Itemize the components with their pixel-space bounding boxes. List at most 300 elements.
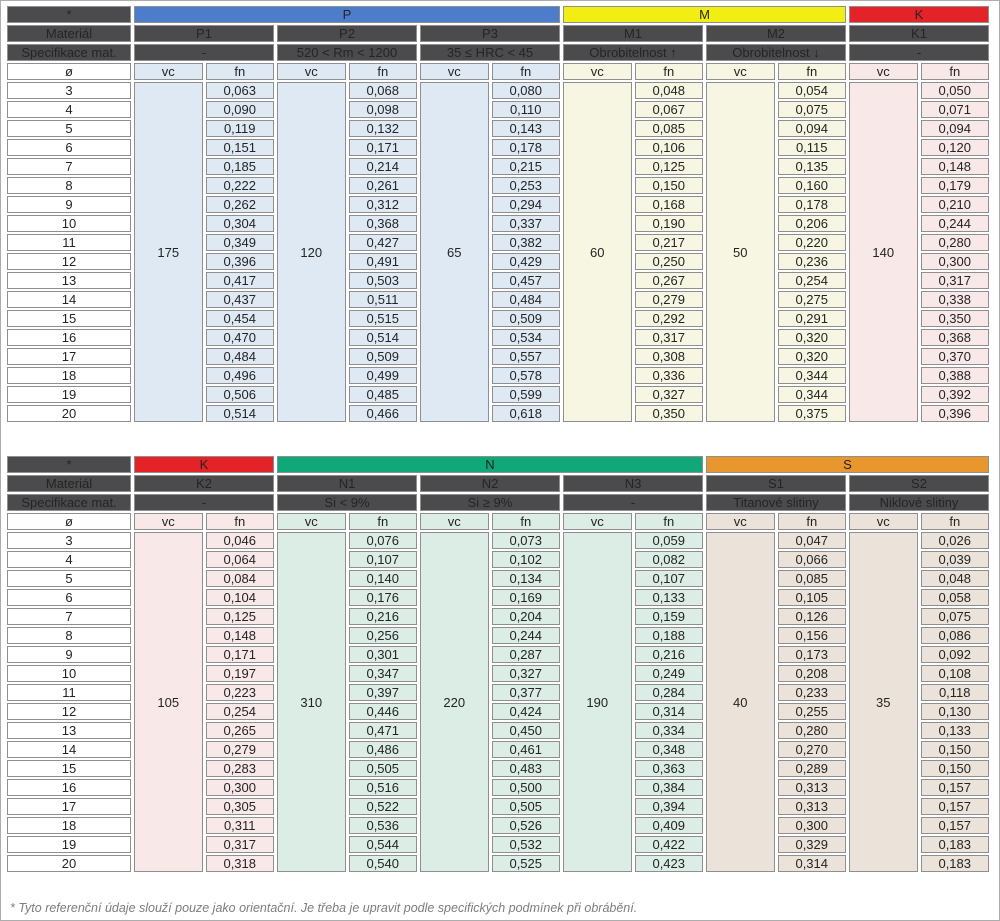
vc-value-cell-S1: 40	[706, 532, 775, 872]
spec-cell-K1: -	[849, 44, 989, 61]
spec-cell-S2: Niklové slitiny	[849, 494, 989, 511]
diameter-cell: 4	[7, 551, 131, 568]
fn-value-cell-S2: 0,092	[921, 646, 990, 663]
diameter-cell: 4	[7, 101, 131, 118]
fn-header-cell-P2: fn	[349, 63, 418, 80]
fn-value-cell-N1: 0,176	[349, 589, 418, 606]
fn-value-cell-P1: 0,063	[206, 82, 275, 99]
fn-value-cell-S2: 0,075	[921, 608, 990, 625]
fn-value-cell-S2: 0,183	[921, 836, 990, 853]
fn-header-cell-N3: fn	[635, 513, 704, 530]
group-header-K: K	[849, 6, 989, 23]
fn-value-cell-P1: 0,484	[206, 348, 275, 365]
fn-value-cell-P3: 0,578	[492, 367, 561, 384]
fn-value-cell-P1: 0,090	[206, 101, 275, 118]
material-cell-K2: K2	[134, 475, 274, 492]
fn-value-cell-M1: 0,279	[635, 291, 704, 308]
fn-value-cell-K1: 0,094	[921, 120, 990, 137]
fn-value-cell-N2: 0,500	[492, 779, 561, 796]
fn-value-cell-N2: 0,102	[492, 551, 561, 568]
fn-value-cell-K1: 0,370	[921, 348, 990, 365]
fn-value-cell-K2: 0,046	[206, 532, 275, 549]
fn-value-cell-S2: 0,150	[921, 760, 990, 777]
fn-value-cell-M1: 0,048	[635, 82, 704, 99]
fn-value-cell-N1: 0,486	[349, 741, 418, 758]
fn-value-cell-K2: 0,305	[206, 798, 275, 815]
fn-value-cell-N1: 0,544	[349, 836, 418, 853]
diameter-cell: 12	[7, 703, 131, 720]
fn-value-cell-S1: 0,255	[778, 703, 847, 720]
spec-cell-K2: -	[134, 494, 274, 511]
fn-value-cell-N3: 0,159	[635, 608, 704, 625]
fn-value-cell-S2: 0,157	[921, 779, 990, 796]
fn-value-cell-N3: 0,216	[635, 646, 704, 663]
fn-value-cell-K2: 0,317	[206, 836, 275, 853]
fn-value-cell-P3: 0,557	[492, 348, 561, 365]
diameter-cell: 5	[7, 570, 131, 587]
footnote-marker-cell: *	[7, 456, 131, 473]
vc-value-cell-P1: 175	[134, 82, 203, 422]
fn-value-cell-M2: 0,275	[778, 291, 847, 308]
fn-value-cell-S2: 0,183	[921, 855, 990, 872]
fn-value-cell-N3: 0,384	[635, 779, 704, 796]
fn-value-cell-K1: 0,280	[921, 234, 990, 251]
vc-header-cell-K1: vc	[849, 63, 918, 80]
diameter-cell: 17	[7, 348, 131, 365]
vc-header-cell-N3: vc	[563, 513, 632, 530]
fn-value-cell-P3: 0,429	[492, 253, 561, 270]
fn-value-cell-S1: 0,329	[778, 836, 847, 853]
fn-value-cell-K1: 0,148	[921, 158, 990, 175]
fn-value-cell-K2: 0,283	[206, 760, 275, 777]
spec-row-label: Specifikace mat.	[7, 44, 131, 61]
fn-value-cell-K1: 0,210	[921, 196, 990, 213]
fn-value-cell-M1: 0,085	[635, 120, 704, 137]
vc-value-cell-S2: 35	[849, 532, 918, 872]
fn-value-cell-P2: 0,511	[349, 291, 418, 308]
fn-value-cell-P2: 0,485	[349, 386, 418, 403]
fn-value-cell-S1: 0,313	[778, 779, 847, 796]
diameter-cell: 15	[7, 310, 131, 327]
fn-value-cell-S1: 0,126	[778, 608, 847, 625]
lower-table	[4, 454, 992, 874]
fn-value-cell-P2: 0,515	[349, 310, 418, 327]
vc-header-cell-S2: vc	[849, 513, 918, 530]
spec-cell-N2: Si ≥ 9%	[420, 494, 560, 511]
upper-table	[4, 4, 992, 424]
fn-value-cell-P2: 0,514	[349, 329, 418, 346]
fn-value-cell-M2: 0,320	[778, 329, 847, 346]
fn-value-cell-S2: 0,133	[921, 722, 990, 739]
fn-value-cell-N3: 0,059	[635, 532, 704, 549]
vc-header-cell-N2: vc	[420, 513, 489, 530]
fn-value-cell-K1: 0,317	[921, 272, 990, 289]
fn-value-cell-P2: 0,427	[349, 234, 418, 251]
fn-value-cell-S1: 0,066	[778, 551, 847, 568]
fn-value-cell-N1: 0,256	[349, 627, 418, 644]
diameter-cell: 20	[7, 405, 131, 422]
material-cell-S2: S2	[849, 475, 989, 492]
fn-value-cell-K1: 0,120	[921, 139, 990, 156]
fn-value-cell-S2: 0,058	[921, 589, 990, 606]
material-cell-N2: N2	[420, 475, 560, 492]
fn-value-cell-P3: 0,534	[492, 329, 561, 346]
fn-value-cell-S1: 0,300	[778, 817, 847, 834]
fn-value-cell-P1: 0,119	[206, 120, 275, 137]
fn-value-cell-N2: 0,532	[492, 836, 561, 853]
fn-value-cell-M1: 0,308	[635, 348, 704, 365]
fn-value-cell-N2: 0,461	[492, 741, 561, 758]
material-cell-N1: N1	[277, 475, 417, 492]
fn-value-cell-S1: 0,208	[778, 665, 847, 682]
fn-value-cell-N1: 0,505	[349, 760, 418, 777]
fn-value-cell-N1: 0,446	[349, 703, 418, 720]
group-header-P: P	[134, 6, 560, 23]
diameter-cell: 15	[7, 760, 131, 777]
diameter-cell: 19	[7, 386, 131, 403]
fn-value-cell-P1: 0,437	[206, 291, 275, 308]
fn-value-cell-N3: 0,314	[635, 703, 704, 720]
vc-header-cell-M1: vc	[563, 63, 632, 80]
fn-value-cell-M2: 0,094	[778, 120, 847, 137]
fn-value-cell-S2: 0,118	[921, 684, 990, 701]
fn-value-cell-N3: 0,188	[635, 627, 704, 644]
fn-value-cell-M1: 0,250	[635, 253, 704, 270]
fn-value-cell-P2: 0,068	[349, 82, 418, 99]
fn-value-cell-M1: 0,150	[635, 177, 704, 194]
fn-value-cell-M2: 0,291	[778, 310, 847, 327]
fn-value-cell-M1: 0,317	[635, 329, 704, 346]
fn-value-cell-K2: 0,311	[206, 817, 275, 834]
fn-value-cell-K1: 0,350	[921, 310, 990, 327]
fn-value-cell-K2: 0,318	[206, 855, 275, 872]
fn-value-cell-M1: 0,336	[635, 367, 704, 384]
fn-value-cell-N3: 0,348	[635, 741, 704, 758]
spec-cell-M2: Obrobitelnost ↓	[706, 44, 846, 61]
cutting-data-table-lower	[4, 454, 996, 874]
fn-value-cell-P1: 0,396	[206, 253, 275, 270]
fn-value-cell-N2: 0,287	[492, 646, 561, 663]
diameter-cell: 6	[7, 139, 131, 156]
fn-value-cell-M2: 0,075	[778, 101, 847, 118]
fn-value-cell-M2: 0,206	[778, 215, 847, 232]
material-row-label: Materiál	[7, 25, 131, 42]
fn-value-cell-N2: 0,450	[492, 722, 561, 739]
spec-cell-P2: 520 < Rm < 1200	[277, 44, 417, 61]
fn-value-cell-S2: 0,150	[921, 741, 990, 758]
fn-header-cell-M1: fn	[635, 63, 704, 80]
material-cell-N3: N3	[563, 475, 703, 492]
fn-value-cell-P3: 0,143	[492, 120, 561, 137]
fn-value-cell-K2: 0,125	[206, 608, 275, 625]
fn-value-cell-P1: 0,514	[206, 405, 275, 422]
fn-value-cell-K2: 0,223	[206, 684, 275, 701]
diameter-cell: 8	[7, 627, 131, 644]
fn-header-cell-S1: fn	[778, 513, 847, 530]
fn-value-cell-M2: 0,135	[778, 158, 847, 175]
vc-header-cell-N1: vc	[277, 513, 346, 530]
footnote-text: * Tyto referenční údaje slouží pouze jako orientační. Je třeba je upravit podle specifických podmínek při obrábění.	[10, 901, 638, 915]
fn-value-cell-P2: 0,503	[349, 272, 418, 289]
fn-value-cell-P1: 0,151	[206, 139, 275, 156]
fn-value-cell-K2: 0,084	[206, 570, 275, 587]
fn-value-cell-P2: 0,171	[349, 139, 418, 156]
fn-header-cell-N2: fn	[492, 513, 561, 530]
fn-value-cell-S1: 0,047	[778, 532, 847, 549]
fn-value-cell-K2: 0,171	[206, 646, 275, 663]
fn-value-cell-N3: 0,082	[635, 551, 704, 568]
fn-value-cell-M2: 0,220	[778, 234, 847, 251]
fn-value-cell-N2: 0,073	[492, 532, 561, 549]
vc-value-cell-P2: 120	[277, 82, 346, 422]
fn-value-cell-K2: 0,104	[206, 589, 275, 606]
fn-value-cell-M1: 0,106	[635, 139, 704, 156]
fn-value-cell-N2: 0,377	[492, 684, 561, 701]
group-header-M: M	[563, 6, 846, 23]
diameter-cell: 17	[7, 798, 131, 815]
fn-value-cell-N3: 0,422	[635, 836, 704, 853]
fn-value-cell-N1: 0,397	[349, 684, 418, 701]
fn-value-cell-S2: 0,108	[921, 665, 990, 682]
fn-value-cell-K2: 0,300	[206, 779, 275, 796]
diameter-cell: 12	[7, 253, 131, 270]
fn-value-cell-P3: 0,253	[492, 177, 561, 194]
fn-value-cell-P2: 0,312	[349, 196, 418, 213]
fn-value-cell-S1: 0,289	[778, 760, 847, 777]
vc-value-cell-M1: 60	[563, 82, 632, 422]
fn-value-cell-N2: 0,244	[492, 627, 561, 644]
fn-value-cell-N3: 0,249	[635, 665, 704, 682]
diameter-cell: 13	[7, 272, 131, 289]
fn-value-cell-N1: 0,516	[349, 779, 418, 796]
diameter-cell: 11	[7, 234, 131, 251]
fn-value-cell-N1: 0,471	[349, 722, 418, 739]
fn-value-cell-S1: 0,280	[778, 722, 847, 739]
diameter-cell: 11	[7, 684, 131, 701]
fn-value-cell-N3: 0,394	[635, 798, 704, 815]
fn-value-cell-S2: 0,157	[921, 817, 990, 834]
fn-value-cell-N2: 0,169	[492, 589, 561, 606]
fn-value-cell-K2: 0,064	[206, 551, 275, 568]
fn-value-cell-P3: 0,599	[492, 386, 561, 403]
fn-value-cell-M2: 0,254	[778, 272, 847, 289]
fn-value-cell-K1: 0,368	[921, 329, 990, 346]
fn-value-cell-N2: 0,134	[492, 570, 561, 587]
diameter-cell: 20	[7, 855, 131, 872]
fn-value-cell-N3: 0,409	[635, 817, 704, 834]
fn-value-cell-M2: 0,115	[778, 139, 847, 156]
fn-value-cell-N3: 0,334	[635, 722, 704, 739]
material-row-label: Materiál	[7, 475, 131, 492]
fn-value-cell-S1: 0,156	[778, 627, 847, 644]
vc-header-cell-K2: vc	[134, 513, 203, 530]
fn-value-cell-P1: 0,506	[206, 386, 275, 403]
fn-value-cell-P1: 0,454	[206, 310, 275, 327]
fn-value-cell-P2: 0,132	[349, 120, 418, 137]
diameter-cell: 9	[7, 646, 131, 663]
fn-value-cell-S1: 0,314	[778, 855, 847, 872]
fn-value-cell-N3: 0,284	[635, 684, 704, 701]
fn-value-cell-S2: 0,026	[921, 532, 990, 549]
fn-value-cell-M1: 0,125	[635, 158, 704, 175]
fn-value-cell-K2: 0,254	[206, 703, 275, 720]
fn-value-cell-S2: 0,039	[921, 551, 990, 568]
diameter-cell: 7	[7, 608, 131, 625]
vc-value-cell-M2: 50	[706, 82, 775, 422]
fn-value-cell-K1: 0,179	[921, 177, 990, 194]
fn-value-cell-M1: 0,168	[635, 196, 704, 213]
fn-value-cell-N1: 0,107	[349, 551, 418, 568]
fn-value-cell-S2: 0,048	[921, 570, 990, 587]
fn-value-cell-S1: 0,105	[778, 589, 847, 606]
fn-value-cell-P3: 0,294	[492, 196, 561, 213]
fn-value-cell-K2: 0,279	[206, 741, 275, 758]
fn-value-cell-P3: 0,215	[492, 158, 561, 175]
fn-value-cell-K2: 0,197	[206, 665, 275, 682]
spec-cell-S1: Titanové slitiny	[706, 494, 846, 511]
group-header-K: K	[134, 456, 274, 473]
diameter-cell: 16	[7, 329, 131, 346]
fn-value-cell-P2: 0,214	[349, 158, 418, 175]
fn-header-cell-P1: fn	[206, 63, 275, 80]
fn-value-cell-M2: 0,160	[778, 177, 847, 194]
vc-header-cell-S1: vc	[706, 513, 775, 530]
fn-value-cell-M2: 0,236	[778, 253, 847, 270]
fn-value-cell-P2: 0,491	[349, 253, 418, 270]
fn-value-cell-P3: 0,178	[492, 139, 561, 156]
fn-value-cell-N1: 0,076	[349, 532, 418, 549]
diameter-cell: 18	[7, 367, 131, 384]
fn-value-cell-M1: 0,350	[635, 405, 704, 422]
diameter-cell: 16	[7, 779, 131, 796]
fn-value-cell-P1: 0,185	[206, 158, 275, 175]
fn-value-cell-S1: 0,233	[778, 684, 847, 701]
spec-row-label: Specifikace mat.	[7, 494, 131, 511]
fn-header-cell-S2: fn	[921, 513, 990, 530]
spec-cell-M1: Obrobitelnost ↑	[563, 44, 703, 61]
fn-value-cell-K1: 0,396	[921, 405, 990, 422]
fn-value-cell-P2: 0,466	[349, 405, 418, 422]
fn-value-cell-M1: 0,327	[635, 386, 704, 403]
material-cell-S1: S1	[706, 475, 846, 492]
fn-value-cell-N3: 0,423	[635, 855, 704, 872]
fn-value-cell-K1: 0,300	[921, 253, 990, 270]
diameter-cell: 9	[7, 196, 131, 213]
fn-value-cell-P3: 0,382	[492, 234, 561, 251]
fn-value-cell-N3: 0,363	[635, 760, 704, 777]
fn-value-cell-P3: 0,110	[492, 101, 561, 118]
vc-header-cell-P2: vc	[277, 63, 346, 80]
material-cell-P3: P3	[420, 25, 560, 42]
diameter-header-cell: ø	[7, 513, 131, 530]
group-header-N: N	[277, 456, 703, 473]
fn-value-cell-P1: 0,349	[206, 234, 275, 251]
diameter-cell: 13	[7, 722, 131, 739]
fn-value-cell-S2: 0,086	[921, 627, 990, 644]
fn-value-cell-S1: 0,085	[778, 570, 847, 587]
diameter-cell: 7	[7, 158, 131, 175]
fn-value-cell-P1: 0,417	[206, 272, 275, 289]
cutting-data-table-upper	[4, 4, 996, 424]
diameter-cell: 14	[7, 291, 131, 308]
spec-cell-P3: 35 ≤ HRC < 45	[420, 44, 560, 61]
fn-header-cell-M2: fn	[778, 63, 847, 80]
fn-value-cell-N1: 0,522	[349, 798, 418, 815]
material-cell-K1: K1	[849, 25, 989, 42]
fn-value-cell-S1: 0,313	[778, 798, 847, 815]
fn-value-cell-K2: 0,265	[206, 722, 275, 739]
fn-value-cell-N2: 0,204	[492, 608, 561, 625]
fn-value-cell-P2: 0,499	[349, 367, 418, 384]
fn-value-cell-N2: 0,526	[492, 817, 561, 834]
spec-cell-N1: Si < 9%	[277, 494, 417, 511]
diameter-cell: 10	[7, 665, 131, 682]
diameter-cell: 8	[7, 177, 131, 194]
fn-value-cell-P3: 0,457	[492, 272, 561, 289]
fn-value-cell-P1: 0,496	[206, 367, 275, 384]
fn-value-cell-M2: 0,375	[778, 405, 847, 422]
fn-value-cell-P3: 0,484	[492, 291, 561, 308]
vc-header-cell-M2: vc	[706, 63, 775, 80]
diameter-cell: 18	[7, 817, 131, 834]
fn-value-cell-N1: 0,216	[349, 608, 418, 625]
fn-value-cell-N3: 0,107	[635, 570, 704, 587]
fn-value-cell-M1: 0,267	[635, 272, 704, 289]
diameter-cell: 14	[7, 741, 131, 758]
vc-value-cell-K2: 105	[134, 532, 203, 872]
vc-value-cell-P3: 65	[420, 82, 489, 422]
fn-value-cell-M1: 0,190	[635, 215, 704, 232]
fn-value-cell-P3: 0,509	[492, 310, 561, 327]
fn-header-cell-P3: fn	[492, 63, 561, 80]
fn-header-cell-K1: fn	[921, 63, 990, 80]
fn-value-cell-N2: 0,505	[492, 798, 561, 815]
fn-value-cell-M1: 0,217	[635, 234, 704, 251]
fn-value-cell-P3: 0,080	[492, 82, 561, 99]
fn-value-cell-K1: 0,244	[921, 215, 990, 232]
footnote-marker-cell: *	[7, 6, 131, 23]
spec-cell-N3: -	[563, 494, 703, 511]
vc-value-cell-K1: 140	[849, 82, 918, 422]
fn-value-cell-N3: 0,133	[635, 589, 704, 606]
fn-value-cell-S2: 0,130	[921, 703, 990, 720]
fn-header-cell-N1: fn	[349, 513, 418, 530]
fn-value-cell-N1: 0,540	[349, 855, 418, 872]
fn-value-cell-P1: 0,262	[206, 196, 275, 213]
vc-value-cell-N2: 220	[420, 532, 489, 872]
group-header-S: S	[706, 456, 989, 473]
fn-header-cell-K2: fn	[206, 513, 275, 530]
fn-value-cell-N2: 0,483	[492, 760, 561, 777]
fn-value-cell-P1: 0,470	[206, 329, 275, 346]
fn-value-cell-M2: 0,344	[778, 386, 847, 403]
diameter-cell: 3	[7, 82, 131, 99]
fn-value-cell-P2: 0,509	[349, 348, 418, 365]
fn-value-cell-K1: 0,392	[921, 386, 990, 403]
fn-value-cell-K1: 0,071	[921, 101, 990, 118]
fn-value-cell-P2: 0,261	[349, 177, 418, 194]
fn-value-cell-M2: 0,054	[778, 82, 847, 99]
fn-value-cell-N1: 0,140	[349, 570, 418, 587]
fn-value-cell-S1: 0,270	[778, 741, 847, 758]
diameter-cell: 10	[7, 215, 131, 232]
fn-value-cell-K2: 0,148	[206, 627, 275, 644]
diameter-cell: 5	[7, 120, 131, 137]
fn-value-cell-N1: 0,347	[349, 665, 418, 682]
fn-value-cell-P3: 0,337	[492, 215, 561, 232]
fn-value-cell-K1: 0,050	[921, 82, 990, 99]
fn-value-cell-M2: 0,344	[778, 367, 847, 384]
